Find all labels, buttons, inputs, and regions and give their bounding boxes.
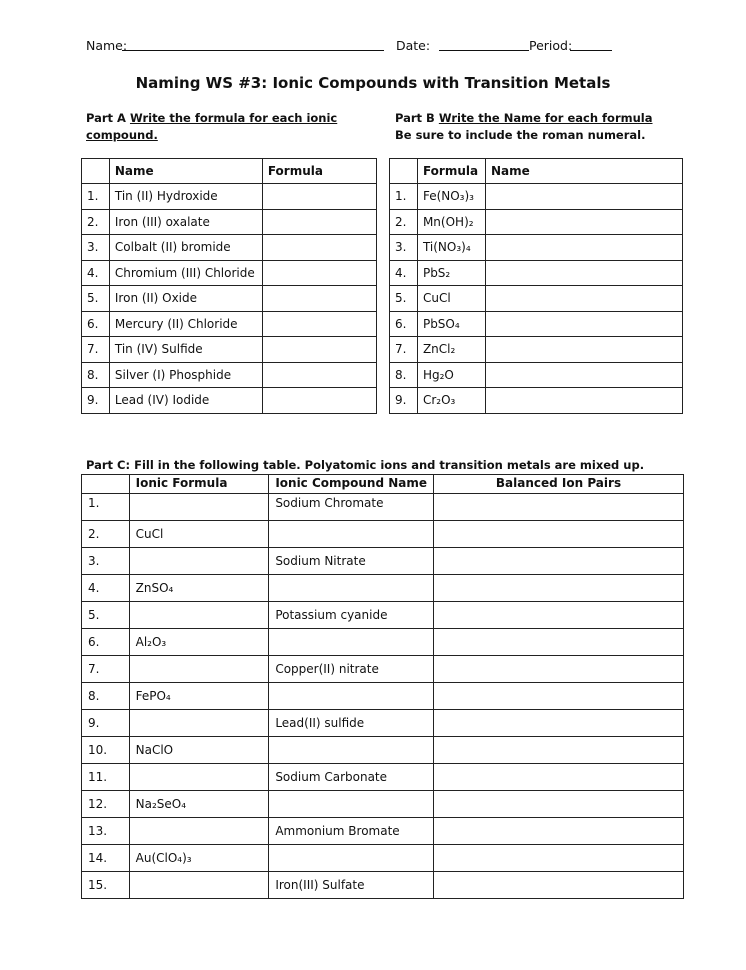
name-field[interactable] bbox=[122, 50, 384, 51]
row-number: 2. bbox=[82, 209, 110, 235]
given-formula: PbS₂ bbox=[417, 260, 485, 286]
table-row bbox=[82, 286, 377, 312]
ion-pairs-cell[interactable] bbox=[434, 791, 684, 818]
ionic-formula-cell[interactable] bbox=[129, 656, 269, 683]
table-row bbox=[82, 548, 684, 575]
compound-name: Lead (IV) Iodide bbox=[109, 388, 262, 414]
ionic-formula-cell[interactable]: ZnSO₄ bbox=[129, 575, 269, 602]
compound-name-cell[interactable]: Ammonium Bromate bbox=[269, 818, 434, 845]
ion-pairs-cell[interactable] bbox=[434, 629, 684, 656]
name-answer-cell[interactable] bbox=[485, 260, 682, 286]
ion-pairs-cell[interactable] bbox=[434, 521, 684, 548]
ionic-formula-cell[interactable]: Al₂O₃ bbox=[129, 629, 269, 656]
ionic-formula-cell[interactable] bbox=[129, 872, 269, 899]
compound-name: Iron (II) Oxide bbox=[109, 286, 262, 312]
ionic-formula-cell[interactable] bbox=[129, 548, 269, 575]
ionic-formula-cell[interactable] bbox=[129, 764, 269, 791]
given-formula: ZnCl₂ bbox=[417, 337, 485, 363]
name-answer-cell[interactable] bbox=[485, 286, 682, 312]
part-b-heading bbox=[395, 110, 695, 144]
row-number: 14. bbox=[82, 845, 130, 872]
given-formula: Cr₂O₃ bbox=[417, 388, 485, 414]
name-label: Name: bbox=[86, 38, 128, 53]
compound-name: Iron (III) oxalate bbox=[109, 209, 262, 235]
row-number: 10. bbox=[82, 737, 130, 764]
row-number: 12. bbox=[82, 791, 130, 818]
compound-name-cell[interactable] bbox=[269, 683, 434, 710]
header-cell-blank bbox=[82, 475, 130, 494]
compound-name: Chromium (III) Chloride bbox=[109, 260, 262, 286]
part-c-heading: Part C: Fill in the following table. Polyatomic ions and transition metals are mixed up. bbox=[86, 458, 645, 472]
compound-name-cell[interactable] bbox=[269, 791, 434, 818]
formula-answer-cell[interactable] bbox=[262, 362, 376, 388]
row-number: 3. bbox=[390, 235, 418, 261]
compound-name-cell[interactable] bbox=[269, 521, 434, 548]
compound-name-cell[interactable]: Sodium Nitrate bbox=[269, 548, 434, 575]
table-row bbox=[82, 872, 684, 899]
compound-name-cell[interactable]: Potassium cyanide bbox=[269, 602, 434, 629]
date-field[interactable] bbox=[439, 50, 529, 51]
part-a-table bbox=[81, 158, 377, 414]
table-row bbox=[82, 209, 377, 235]
row-number: 7. bbox=[82, 656, 130, 683]
table-row bbox=[82, 656, 684, 683]
ion-pairs-cell[interactable] bbox=[434, 710, 684, 737]
ion-pairs-cell[interactable] bbox=[434, 575, 684, 602]
row-number: 8. bbox=[82, 362, 110, 388]
table-row bbox=[82, 362, 377, 388]
row-number: 6. bbox=[82, 311, 110, 337]
ion-pairs-cell[interactable] bbox=[434, 872, 684, 899]
table-row bbox=[82, 311, 377, 337]
table-row bbox=[82, 629, 684, 656]
row-number: 4. bbox=[82, 260, 110, 286]
row-number: 4. bbox=[390, 260, 418, 286]
table-row bbox=[390, 209, 683, 235]
header-cell-name: Name bbox=[485, 159, 682, 184]
name-answer-cell[interactable] bbox=[485, 209, 682, 235]
row-number: 15. bbox=[82, 872, 130, 899]
part-b-instruction: Write the Name for each formula bbox=[438, 111, 653, 125]
row-number: 1. bbox=[82, 494, 130, 521]
table-header-row bbox=[390, 159, 683, 184]
table-row bbox=[390, 388, 683, 414]
name-answer-cell[interactable] bbox=[485, 337, 682, 363]
row-number: 5. bbox=[82, 602, 130, 629]
formula-answer-cell[interactable] bbox=[262, 286, 376, 312]
row-number: 6. bbox=[82, 629, 130, 656]
name-answer-cell[interactable] bbox=[485, 235, 682, 261]
formula-answer-cell[interactable] bbox=[262, 235, 376, 261]
row-number: 8. bbox=[82, 683, 130, 710]
ionic-formula-cell[interactable]: NaClO bbox=[129, 737, 269, 764]
formula-answer-cell[interactable] bbox=[262, 388, 376, 414]
compound-name-cell[interactable]: Sodium Chromate bbox=[269, 494, 434, 521]
row-number: 2. bbox=[390, 209, 418, 235]
ionic-formula-cell[interactable] bbox=[129, 602, 269, 629]
worksheet-title: Naming WS #3: Ionic Compounds with Transition Metals bbox=[135, 74, 611, 92]
given-formula: CuCl bbox=[417, 286, 485, 312]
row-number: 4. bbox=[82, 575, 130, 602]
row-number: 13. bbox=[82, 818, 130, 845]
name-answer-cell[interactable] bbox=[485, 362, 682, 388]
compound-name-cell[interactable] bbox=[269, 737, 434, 764]
table-row bbox=[82, 683, 684, 710]
row-number: 6. bbox=[390, 311, 418, 337]
ionic-formula-cell[interactable]: Na₂SeO₄ bbox=[129, 791, 269, 818]
part-a-instruction-cont: compound. bbox=[86, 128, 158, 142]
ion-pairs-cell[interactable] bbox=[434, 764, 684, 791]
formula-answer-cell[interactable] bbox=[262, 311, 376, 337]
name-answer-cell[interactable] bbox=[485, 388, 682, 414]
ion-pairs-cell[interactable] bbox=[434, 737, 684, 764]
table-row bbox=[390, 286, 683, 312]
part-b-note: Be sure to include the roman numeral. bbox=[395, 128, 646, 142]
header-cell-blank bbox=[390, 159, 418, 184]
row-number: 8. bbox=[390, 362, 418, 388]
formula-answer-cell[interactable] bbox=[262, 184, 376, 210]
ionic-formula-cell[interactable] bbox=[129, 494, 269, 521]
compound-name: Mercury (II) Chloride bbox=[109, 311, 262, 337]
table-row bbox=[82, 764, 684, 791]
table-row bbox=[82, 602, 684, 629]
row-number: 3. bbox=[82, 235, 110, 261]
header-cell-formula: Formula bbox=[417, 159, 485, 184]
table-row bbox=[82, 521, 684, 548]
compound-name-cell[interactable]: Sodium Carbonate bbox=[269, 764, 434, 791]
ion-pairs-cell[interactable] bbox=[434, 845, 684, 872]
row-number: 2. bbox=[82, 521, 130, 548]
header-cell-ionic-formula: Ionic Formula bbox=[129, 475, 269, 494]
compound-name-cell[interactable]: Copper(II) nitrate bbox=[269, 656, 434, 683]
table-row bbox=[390, 337, 683, 363]
table-row bbox=[82, 494, 684, 521]
row-number: 7. bbox=[390, 337, 418, 363]
ion-pairs-cell[interactable] bbox=[434, 656, 684, 683]
table-row bbox=[82, 845, 684, 872]
row-number: 5. bbox=[390, 286, 418, 312]
table-row bbox=[82, 337, 377, 363]
period-field[interactable] bbox=[570, 50, 612, 51]
compound-name-cell[interactable] bbox=[269, 629, 434, 656]
table-row bbox=[82, 388, 377, 414]
compound-name-cell[interactable] bbox=[269, 845, 434, 872]
table-row bbox=[390, 184, 683, 210]
header-cell-blank bbox=[82, 159, 110, 184]
name-answer-cell[interactable] bbox=[485, 311, 682, 337]
table-row bbox=[82, 791, 684, 818]
formula-answer-cell[interactable] bbox=[262, 337, 376, 363]
table-row bbox=[82, 575, 684, 602]
ionic-formula-cell[interactable] bbox=[129, 710, 269, 737]
table-row bbox=[82, 184, 377, 210]
ionic-formula-cell[interactable] bbox=[129, 818, 269, 845]
name-answer-cell[interactable] bbox=[485, 184, 682, 210]
ion-pairs-cell[interactable] bbox=[434, 818, 684, 845]
ionic-formula-cell[interactable]: CuCl bbox=[129, 521, 269, 548]
part-a-prefix: Part A bbox=[86, 111, 126, 125]
given-formula: PbSO₄ bbox=[417, 311, 485, 337]
row-number: 9. bbox=[82, 388, 110, 414]
header-cell-formula: Formula bbox=[262, 159, 376, 184]
given-formula: Hg₂O bbox=[417, 362, 485, 388]
table-row bbox=[82, 710, 684, 737]
ion-pairs-cell[interactable] bbox=[434, 602, 684, 629]
ion-pairs-cell[interactable] bbox=[434, 548, 684, 575]
row-number: 7. bbox=[82, 337, 110, 363]
formula-answer-cell[interactable] bbox=[262, 260, 376, 286]
table-row bbox=[390, 235, 683, 261]
period-label: Period: bbox=[529, 38, 573, 53]
part-b-table bbox=[389, 158, 683, 414]
part-b-prefix: Part B bbox=[395, 111, 435, 125]
table-row bbox=[82, 260, 377, 286]
row-number: 1. bbox=[390, 184, 418, 210]
table-row bbox=[82, 235, 377, 261]
header-cell-ion-pairs: Balanced Ion Pairs bbox=[434, 475, 684, 494]
row-number: 1. bbox=[82, 184, 110, 210]
header-cell-name: Name bbox=[109, 159, 262, 184]
part-c-table bbox=[81, 474, 684, 899]
table-header-row bbox=[82, 159, 377, 184]
table-row bbox=[390, 311, 683, 337]
ion-pairs-cell[interactable] bbox=[434, 494, 684, 521]
row-number: 9. bbox=[82, 710, 130, 737]
given-formula: Fe(NO₃)₃ bbox=[417, 184, 485, 210]
ionic-formula-cell[interactable]: Au(ClO₄)₃ bbox=[129, 845, 269, 872]
row-number: 3. bbox=[82, 548, 130, 575]
table-row bbox=[390, 260, 683, 286]
given-formula: Mn(OH)₂ bbox=[417, 209, 485, 235]
table-row bbox=[390, 362, 683, 388]
ionic-formula-cell[interactable]: FePO₄ bbox=[129, 683, 269, 710]
row-number: 9. bbox=[390, 388, 418, 414]
compound-name: Tin (II) Hydroxide bbox=[109, 184, 262, 210]
compound-name: Tin (IV) Sulfide bbox=[109, 337, 262, 363]
formula-answer-cell[interactable] bbox=[262, 209, 376, 235]
compound-name: Colbalt (II) bromide bbox=[109, 235, 262, 261]
table-header-row bbox=[82, 475, 684, 494]
ion-pairs-cell[interactable] bbox=[434, 683, 684, 710]
given-formula: Ti(NO₃)₄ bbox=[417, 235, 485, 261]
compound-name-cell[interactable] bbox=[269, 575, 434, 602]
table-row bbox=[82, 818, 684, 845]
part-a-instruction: Write the formula for each ionic bbox=[129, 111, 338, 125]
compound-name-cell[interactable]: Lead(II) sulfide bbox=[269, 710, 434, 737]
table-row bbox=[82, 737, 684, 764]
row-number: 11. bbox=[82, 764, 130, 791]
compound-name: Silver (I) Phosphide bbox=[109, 362, 262, 388]
header-cell-compound-name: Ionic Compound Name bbox=[269, 475, 434, 494]
compound-name-cell[interactable]: Iron(III) Sulfate bbox=[269, 872, 434, 899]
date-label: Date: bbox=[396, 38, 431, 53]
row-number: 5. bbox=[82, 286, 110, 312]
part-a-heading bbox=[86, 110, 356, 144]
